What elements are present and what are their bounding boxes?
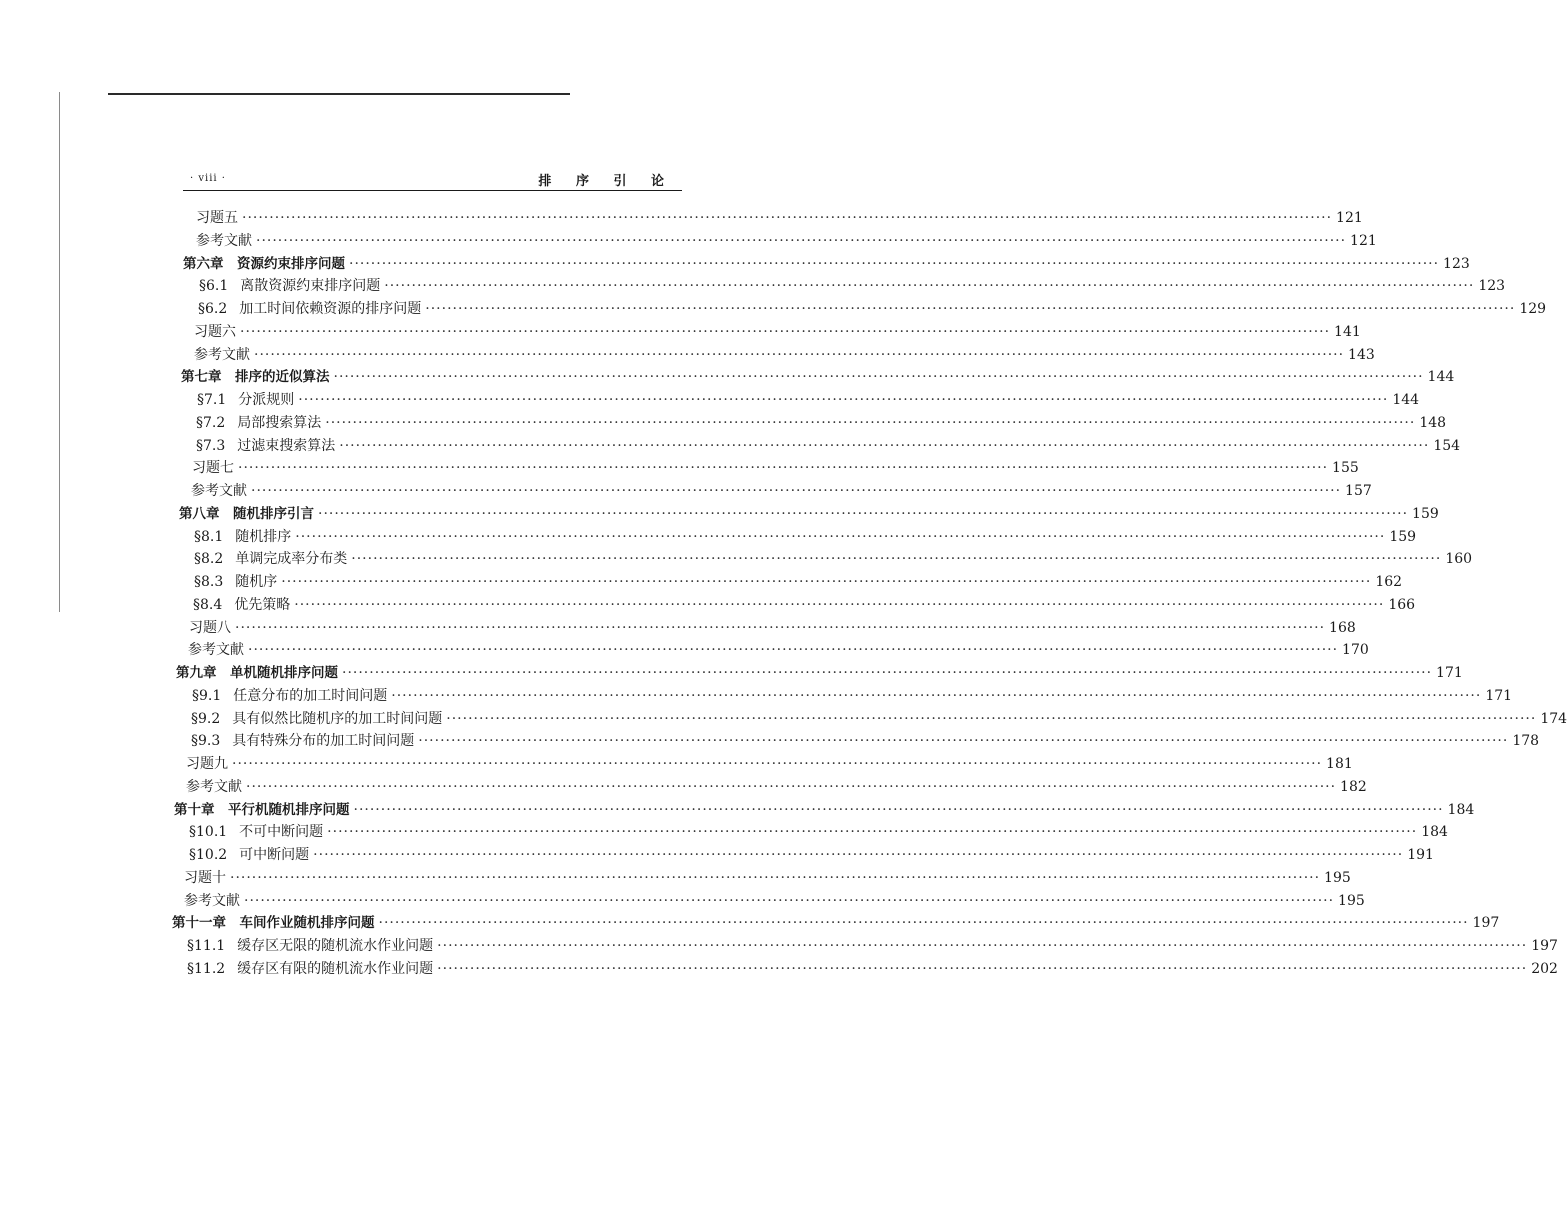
toc-leader-dots: ········································································································································································································	[313, 847, 1404, 863]
toc-title: 习题九	[186, 756, 228, 772]
toc-section-row	[0, 548, 1473, 571]
toc-entry-row	[0, 867, 1351, 890]
toc-page-number: 174	[1540, 710, 1567, 727]
toc-entry-row	[0, 639, 1369, 662]
toc-leader-dots: ········································································································································································································	[342, 665, 1433, 681]
toc-page-number: 143	[1348, 346, 1375, 363]
toc-title: 具有特殊分布的加工时间问题	[232, 733, 415, 750]
toc-leader-dots: ········································································································································································································	[294, 596, 1385, 613]
toc-leader-dots: ········································································································································································································	[339, 437, 1430, 454]
toc-title: 第十一章 车间作业随机排序问题	[172, 915, 375, 932]
toc-page-number: 166	[1388, 596, 1416, 613]
toc-leader-dots: ········································································································································································································	[325, 414, 1416, 431]
toc-entry-row	[0, 230, 1377, 253]
toc-leader-dots: ········································································································································································································	[256, 232, 1347, 249]
toc-page-number: 168	[1329, 619, 1356, 636]
toc-page-number: 159	[1389, 528, 1417, 545]
toc-title: 随机排序	[235, 528, 292, 545]
toc-page-number: 121	[1350, 232, 1377, 249]
toc-leader-dots: ········································································································································································································	[246, 778, 1337, 795]
toc-page-number: 171	[1436, 665, 1463, 681]
toc-leader-dots: ········································································································································································································	[238, 460, 1329, 477]
toc-title: 加工时间依赖资源的排序问题	[239, 301, 422, 317]
toc-section-row	[0, 958, 1558, 981]
toc-leader-dots: ········································································································································································································	[425, 301, 1516, 317]
toc-section-number: §7.2	[196, 414, 226, 431]
toc-entry-row	[0, 344, 1375, 367]
toc-section-number: §9.2	[191, 710, 221, 727]
toc-leader-dots: ········································································································································································································	[254, 346, 1345, 363]
toc-section-number: §8.1	[194, 528, 224, 545]
toc-page-number: 159	[1412, 505, 1439, 522]
toc-section-number: §8.2	[194, 551, 224, 568]
toc-page-number: 160	[1445, 551, 1473, 568]
toc-chapter-row	[0, 366, 1455, 389]
toc-page-number: 197	[1472, 915, 1500, 932]
toc-page-number: 144	[1392, 392, 1420, 408]
toc-section-row	[0, 412, 1447, 435]
toc-leader-dots: ········································································································································································································	[232, 756, 1323, 772]
toc-section-row	[0, 298, 1547, 321]
toc-page-number: 154	[1433, 437, 1461, 454]
header-rule	[183, 190, 682, 191]
toc-section-row	[0, 435, 1461, 458]
toc-leader-dots: ········································································································································································································	[351, 551, 1442, 568]
toc-title: 习题六	[194, 323, 236, 340]
toc-page-number: 121	[1336, 210, 1363, 226]
toc-leader-dots: ········································································································································································································	[235, 619, 1326, 636]
toc-entry-row	[0, 480, 1372, 503]
toc-title: 参考文献	[186, 778, 242, 795]
toc-section-number: §8.3	[194, 574, 224, 590]
toc-title: 缓存区有限的随机流水作业问题	[237, 960, 434, 977]
toc-page-number: 195	[1338, 892, 1365, 909]
toc-entry-row	[0, 776, 1367, 799]
toc-section-row	[0, 594, 1416, 617]
toc-page-number: 144	[1427, 369, 1455, 386]
toc-section-number: §6.1	[199, 278, 229, 295]
toc-section-row	[0, 526, 1417, 549]
toc-page-number: 181	[1326, 756, 1353, 772]
toc-page-number: 157	[1345, 483, 1372, 499]
toc-chapter-row	[0, 503, 1439, 526]
toc-title: 参考文献	[184, 892, 240, 909]
toc-leader-dots: ········································································································································································································	[318, 505, 1409, 522]
toc-section-number: §11.2	[187, 960, 226, 977]
toc-leader-dots: ········································································································································································································	[378, 915, 1469, 932]
toc-title: 任意分布的加工时间问题	[233, 687, 388, 704]
book-title: 排 序 引 论	[538, 174, 674, 189]
toc-title: 参考文献	[196, 232, 252, 249]
toc-page-number: 148	[1419, 414, 1447, 431]
toc-section-row	[0, 935, 1558, 958]
toc-leader-dots: ········································································································································································································	[384, 278, 1475, 295]
toc-title: 参考文献	[191, 483, 247, 499]
toc-title: 局部搜索算法	[237, 414, 322, 431]
toc-leader-dots: ········································································································································································································	[446, 710, 1537, 727]
toc-title: 可中断问题	[239, 847, 310, 863]
toc-page-number: 184	[1421, 824, 1448, 841]
toc-section-row	[0, 821, 1448, 844]
toc-section-number: §7.3	[196, 437, 226, 454]
toc-title: 过滤束搜索算法	[237, 437, 336, 454]
toc-section-row	[0, 730, 1540, 753]
toc-section-number: §11.1	[187, 938, 226, 954]
running-header	[190, 168, 682, 190]
toc-entry-row	[0, 890, 1365, 913]
toc-leader-dots: ········································································································································································································	[295, 528, 1386, 545]
toc-section-row	[0, 844, 1434, 867]
toc-title: 习题十	[184, 869, 226, 886]
toc-section-number: §9.3	[191, 733, 221, 750]
toc-section-row	[0, 275, 1506, 298]
table-of-contents	[0, 207, 1567, 981]
toc-entry-row	[0, 321, 1361, 344]
toc-leader-dots: ········································································································································································································	[437, 960, 1528, 977]
toc-leader-dots: ········································································································································································································	[281, 574, 1372, 590]
toc-leader-dots: ········································································································································································································	[251, 483, 1342, 499]
toc-leader-dots: ········································································································································································································	[248, 642, 1339, 659]
toc-page-number: 191	[1407, 847, 1434, 863]
toc-leader-dots: ········································································································································································································	[240, 323, 1331, 340]
toc-page-number: 195	[1324, 869, 1351, 886]
toc-section-row	[0, 571, 1403, 594]
toc-leader-dots: ········································································································································································································	[244, 892, 1335, 909]
toc-page-number: 123	[1478, 278, 1506, 295]
toc-title: 习题五	[196, 210, 238, 226]
toc-leader-dots: ········································································································································································································	[242, 210, 1333, 226]
toc-leader-dots: ········································································································································································································	[298, 392, 1389, 408]
toc-page-number: 182	[1340, 778, 1367, 795]
toc-entry-row	[0, 457, 1359, 480]
page-number: · viii ·	[190, 173, 226, 184]
toc-leader-dots: ········································································································································································································	[349, 255, 1440, 272]
toc-title: 第十章 平行机随机排序问题	[174, 801, 350, 818]
toc-title: 第六章 资源约束排序问题	[183, 255, 345, 272]
toc-title: 第八章 随机排序引言	[179, 505, 314, 522]
toc-section-number: §8.4	[193, 596, 223, 613]
toc-page-number: 202	[1531, 960, 1558, 977]
toc-chapter-row	[0, 912, 1500, 935]
toc-leader-dots: ········································································································································································································	[230, 869, 1321, 886]
toc-title: 习题七	[192, 460, 234, 477]
toc-title: 分派规则	[238, 392, 295, 408]
toc-entry-row	[0, 753, 1353, 776]
toc-page-number: 197	[1531, 938, 1558, 954]
toc-title: 缓存区无限的随机流水作业问题	[237, 938, 434, 954]
toc-leader-dots: ········································································································································································································	[437, 938, 1528, 954]
toc-title: 第七章 排序的近似算法	[181, 369, 330, 386]
toc-page-number: 162	[1375, 574, 1403, 590]
toc-leader-dots: ········································································································································································································	[418, 733, 1509, 750]
toc-section-number: §10.2	[189, 847, 228, 863]
toc-title: 参考文献	[194, 346, 250, 363]
toc-page-number: 178	[1512, 733, 1540, 750]
toc-title: 离散资源约束排序问题	[240, 278, 381, 295]
toc-section-number: §9.1	[192, 687, 222, 704]
toc-leader-dots: ········································································································································································································	[327, 824, 1418, 841]
toc-title: 参考文献	[188, 642, 244, 659]
toc-chapter-row	[0, 253, 1470, 276]
toc-page-number: 184	[1447, 801, 1475, 818]
toc-leader-dots: ········································································································································································································	[353, 801, 1444, 818]
toc-section-row	[0, 389, 1420, 412]
toc-section-number: §10.1	[189, 824, 228, 841]
toc-title: 随机序	[235, 574, 278, 590]
toc-title: 习题八	[189, 619, 231, 636]
toc-page-number: 141	[1334, 323, 1361, 340]
toc-section-row	[0, 708, 1567, 731]
scan-top-rule	[108, 93, 570, 95]
toc-title: 不可中断问题	[239, 824, 324, 841]
toc-section-row	[0, 685, 1513, 708]
toc-leader-dots: ········································································································································································································	[391, 687, 1482, 704]
toc-title: 优先策略	[234, 596, 291, 613]
toc-title: 具有似然比随机序的加工时间问题	[232, 710, 443, 727]
toc-section-number: §7.1	[197, 392, 227, 408]
toc-leader-dots: ········································································································································································································	[333, 369, 1424, 386]
toc-chapter-row	[0, 662, 1463, 685]
toc-page-number: 123	[1443, 255, 1470, 272]
toc-entry-row	[0, 207, 1363, 230]
toc-page-number: 171	[1485, 687, 1513, 704]
toc-page-number: 170	[1342, 642, 1369, 659]
toc-entry-row	[0, 617, 1356, 640]
toc-title: 单调完成率分布类	[235, 551, 348, 568]
toc-page-number: 155	[1332, 460, 1359, 477]
toc-chapter-row	[0, 799, 1475, 822]
toc-section-number: §6.2	[198, 301, 228, 317]
toc-page-number: 129	[1519, 301, 1547, 317]
toc-title: 第九章 单机随机排序问题	[176, 665, 338, 681]
